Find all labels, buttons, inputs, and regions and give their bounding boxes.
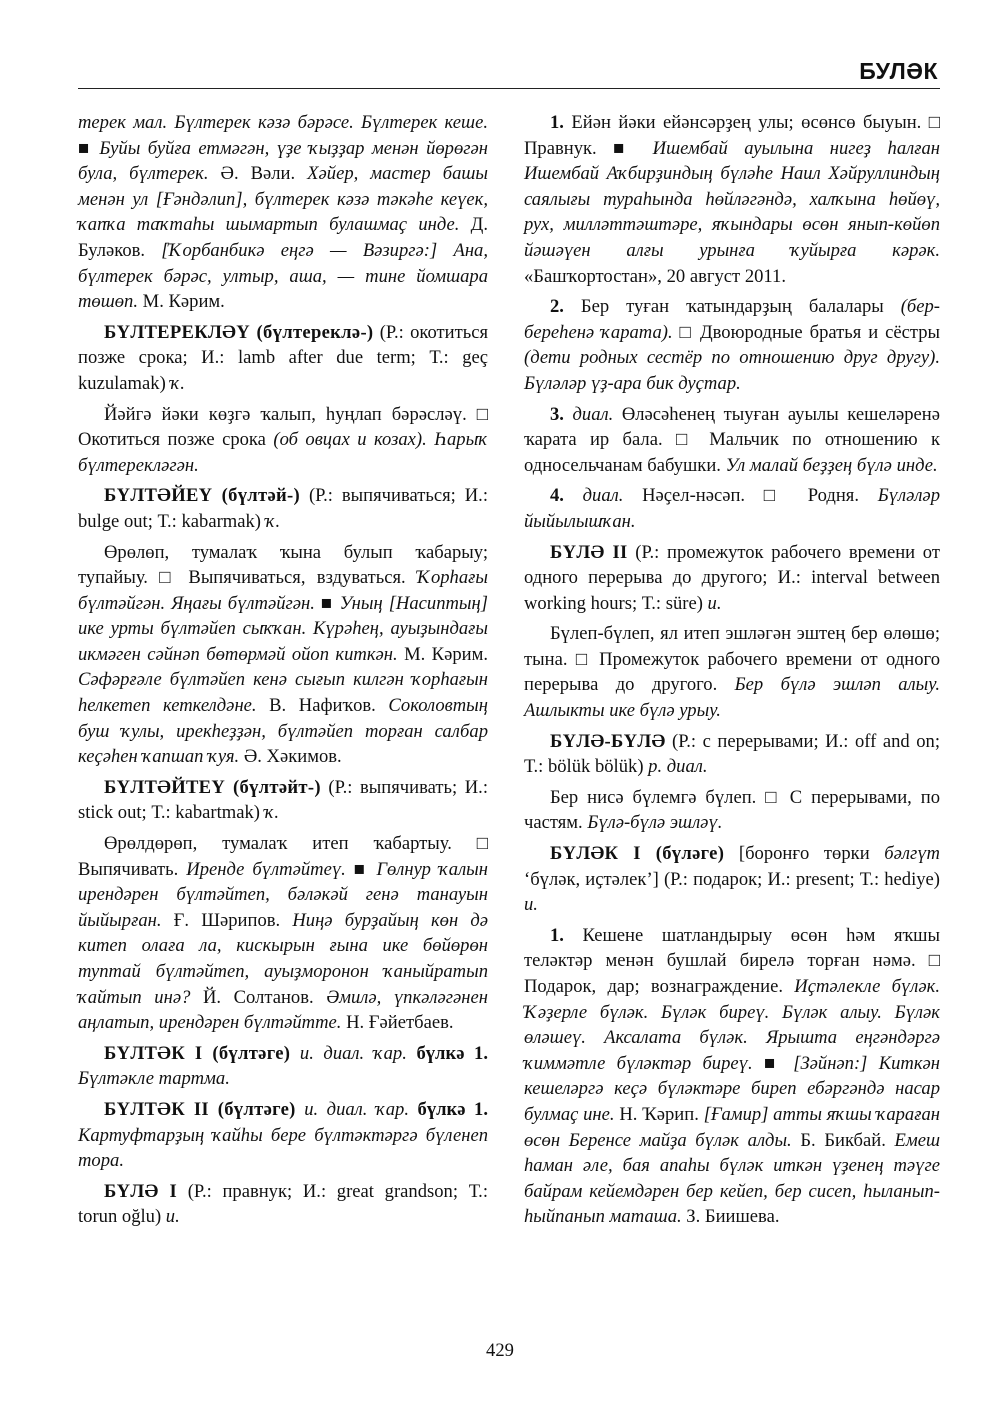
dictionary-paragraph — [78, 320, 488, 397]
dictionary-paragraph — [78, 540, 488, 770]
text-run: (Р.: правнук; И.: great grandson; Т.: torun oğlu) — [78, 1180, 488, 1228]
guide-word: БУЛӘК — [859, 58, 938, 84]
italic-text: Ишембай ауылына нигеҙ һалған Ишембай Аҡбирҙиндың бүләһе Наил Хәйруллиндың саялығы тураһында һөйләгәндә, халҡына һөйөү, рух, милләттәштәре, яҡындары өсөн янып-көйөп йәшәүен алғы урынға ҡуйырға кәрәк. — [524, 137, 941, 261]
text-run: ■ — [345, 858, 377, 880]
italic-text: Хәйер, мастер башы менән ул [Ғәндәлип], бүлтерек кәзә тәкәһе кеүек, ҡапҡа таҡтаһы шымартып булашмаҫ инде. — [78, 163, 488, 236]
text-run: ■ — [752, 1052, 794, 1074]
text-run: (Р.: выпячиваться; И.: bulge out; Т.: kabarmak) — [78, 485, 488, 532]
headword: БҮЛТӘЙЕҮ (бүлтәй-) — [104, 485, 301, 507]
text-run — [296, 1099, 305, 1120]
text-run: М. Кәрим. — [397, 643, 488, 665]
italic-text: Гөлнур ҡалын ирендәрен бүлтәйтеп, бәләкәй генә танауын йыйырған. — [78, 858, 488, 931]
text-run: (Р.: выпячивать; И.: stick out; Т.: kabartmak) — [78, 776, 488, 824]
text-run: ■ — [78, 137, 100, 159]
text-run: Ә. Вәли. — [208, 163, 308, 185]
bold-text: 2. — [550, 296, 564, 318]
headword: БҮЛӘК I (бүләге) — [550, 843, 725, 865]
italic-text: (бер-береһенә ҡарата). — [524, 296, 940, 343]
italic-text: р. диал. — [648, 756, 708, 778]
text-run: Бер туған ҡатындарҙың балалары — [563, 296, 901, 318]
italic-text: Емеш һаман әле, бая апаһы бүләк иткән үҙенең тәүге байрам кейемдәрен бер кейеп, бер сисеп, һыланып-һыйпанып маташа. — [524, 1129, 941, 1228]
headword: БҮЛӘ-БҮЛӘ — [550, 730, 666, 752]
bold-text: 1. — [550, 112, 564, 133]
italic-text: Иренде бүлтәйтеү. — [186, 858, 346, 880]
bold-text: 4. — [550, 485, 564, 507]
italic-text: [Ғамир] атты яҡшы ҡараған өсөн Беренсе майҙа бүләк алды. — [524, 1103, 940, 1151]
text-run — [407, 1043, 417, 1064]
italic-text: Сәфәрғәле бүлтәйеп кенә сығып килгән ҡорһағын һелкетеп кеткелдәне. — [78, 669, 488, 717]
text-run: Д. Буләков. — [78, 214, 489, 261]
bold-text: 1. — [550, 924, 564, 946]
italic-text: (дети родных сестёр по отношению друг другу). Бүләләр үҙ-ара бик дуҫтар. — [524, 347, 940, 394]
italic-text: Уның [Насиптың] ике урты бүлтәйеп сыҡҡан. Күрәһең, ауыҙындағы икмәген сәйнәп бөтөрмәй ойоп киткән. — [78, 592, 488, 665]
text-run: Ейән йәки ейәнсәрҙең улы; өсөнсө быуын. □ Правнук. ■ — [524, 112, 940, 159]
italic-text: (об овцах и козах). Һарыҡ бүлтерекләгән. — [78, 429, 488, 476]
left-column — [78, 110, 488, 1235]
italic-text: и. — [524, 894, 538, 916]
italic-text: Ниңә бурҙайың көн дә китеп олаға ла, кискырын ғына ике бөйөрөн туптай бүлтәйтеп, ауыҙморонон ҡаныйратып ҡайтып инә? — [78, 909, 488, 1008]
dictionary-paragraph — [524, 923, 940, 1230]
italic-text: Бер бүлә эшләп алыу. Ашлыкты ике бүлә урыу. — [524, 674, 940, 722]
text-run: □ Двоюродные братья и сёстры — [672, 321, 940, 343]
text-run: Өләсәһенең тыуған ауылы кешеләренә ҡарата ир бала. □ Мальчик по отношению к односельчанам бабушки. — [524, 403, 940, 476]
text-run: (Р.: промежуток рабочего времени от одного перерыва до другого; И.: interval between working hours; Т.: süre) — [524, 541, 940, 614]
text-run: В. Нафиҡов. — [256, 695, 389, 717]
italic-text: Буйы буйға етмәгән, үҙе ҡыҙҙар менән йөрөгән була, бүлтерек. — [78, 137, 488, 185]
italic-text: Ҡорһағы бүлтәйгән. Яңағы бүлтәйгән. — [78, 567, 488, 614]
dictionary-paragraph — [78, 831, 488, 1036]
dictionary-paragraph — [524, 785, 940, 836]
headword: БҮЛТӘК II (бүлтәге) — [104, 1098, 296, 1120]
dictionary-paragraph — [78, 483, 488, 534]
dictionary-paragraph — [78, 1179, 488, 1230]
italic-text: ҡ. — [170, 372, 185, 394]
text-run: (Р.: с перерывами; И.: off and on; Т.: bölük bölük) — [524, 730, 940, 778]
dictionary-paragraph — [524, 621, 940, 723]
text-run: «Башҡортостан», 20 август 2011. — [524, 265, 786, 287]
italic-text: Бүлтәкле тартма. — [78, 1068, 230, 1090]
text-run: [боронғо төрки — [724, 843, 885, 865]
italic-text: Иҫтәлекле бүләк. Ҡәҙерле бүләк. Бүләк биреү. Бүләк алыу. Бүләк өләшеү. Аксалата бүләк. Ярышта еңгәндәргә ҡиммәтле бүләктәр биреү. — [524, 976, 940, 1074]
italic-text: [Зәйнәп:] Киткән кешеләргә кеҫә бүләктәре биреп ебәргәндә насар булмаҫ ине. — [524, 1052, 941, 1125]
dictionary-paragraph — [78, 775, 488, 826]
text-run: Н. Ҡәрип. — [614, 1103, 704, 1125]
italic-text: Бүләләр йыйылышҡан. — [524, 485, 940, 532]
italic-text: терек мал. Бүлтерек кәзә бәрәсе. Бүлтерек кеше. — [78, 112, 488, 133]
headword: БҮЛТӘЙТЕҮ (бүлтәйт-) — [104, 776, 321, 798]
dictionary-paragraph — [524, 841, 940, 918]
text-run — [409, 1099, 418, 1120]
italic-text: ҡ. — [264, 802, 280, 824]
text-run: Й. Солтанов. — [190, 986, 327, 1008]
text-run — [290, 1043, 300, 1064]
italic-text: и. — [707, 592, 722, 614]
page-number: 429 — [486, 1340, 514, 1361]
italic-text: диал. — [582, 485, 624, 507]
text-run — [564, 485, 583, 506]
italic-text: ҡ. — [265, 510, 281, 532]
italic-text: Әмилә, үпкәләгәнен аңлатып, ирендәрен бүлтәйтте. — [78, 986, 489, 1034]
italic-text: и. — [165, 1206, 180, 1228]
italic-text: [Ҡорбанбикә еңгә — Вәзиргә:] Ана, бүлтерек бәрәс, ултыр, аша, — тине йомшара төшөп. — [78, 239, 488, 313]
text-run: ■ — [314, 592, 340, 614]
italic-text: Соколовтың буш ҡулы, ирекһеҙҙән, бүлтәйеп торған салбар кеҫәһен ҡапшап ҡуя. — [78, 695, 488, 768]
text-run: Бүлеп-бүлеп, ял итеп эшләгән эштең бер өлөшө; тына. □ Промежуток рабочего времени от одного перерыва до другого. — [524, 623, 940, 696]
dictionary-paragraph — [524, 402, 940, 479]
dictionary-paragraph — [78, 1041, 488, 1092]
text-run: Бер нисә бүлемгә бүлеп. □ С перерывами, по частям. — [524, 786, 940, 834]
text-run: Өрөлдөрөп, тумалаҡ итеп ҡабартыу. □ Выпячивать. — [78, 833, 488, 880]
dictionary-paragraph — [524, 729, 940, 780]
dictionary-paragraph — [524, 483, 940, 534]
bold-text: бүлкә 1. — [417, 1098, 488, 1120]
dictionary-paragraph — [524, 110, 940, 289]
text-run: Ғ. Шәрипов. — [161, 909, 293, 931]
italic-text: Картуфтарҙың ҡайһы бере бүлтәктәргә бүленеп тора. — [78, 1124, 488, 1172]
italic-text: и. диал. ҡар. — [299, 1042, 407, 1064]
headword: БҮЛӘ II — [550, 541, 628, 563]
text-run — [564, 404, 573, 425]
italic-text: Бүлә-бүлә эшләү. — [587, 812, 723, 834]
text-run: ‘бүләк, иҫтәлек’] (Р.: подарок; И.: present; Т.: hediye) — [524, 868, 940, 890]
text-run: Б. Бикбай. — [791, 1129, 895, 1151]
italic-text: диал. — [572, 403, 614, 425]
running-header — [78, 48, 940, 89]
dictionary-paragraph — [78, 402, 488, 479]
dictionary-paragraph — [524, 540, 940, 617]
text-run: Нәҫел-нәсәп. □ Родня. — [623, 485, 878, 507]
text-run: Ә. Хәкимов. — [239, 746, 342, 768]
headword: БҮЛӘ I — [104, 1180, 178, 1202]
text-run: Н. Ғәйетбаев. — [341, 1012, 454, 1034]
bold-text: бүлкә 1. — [416, 1042, 488, 1064]
text-run: Кешене шатландырыу өсөн һәм яҡшы теләктәр менән бушлай бирелә торған нәмә. □ Подарок, дар; вознаграждение. — [524, 924, 940, 997]
text-run: Өрөлөп, тумалаҡ ҡына булып ҡабарыу; тупайыу. □ Выпячиваться, вздуваться. — [78, 541, 488, 589]
dictionary-paragraph — [524, 294, 940, 396]
italic-text: Ул малай беҙҙең бүлә инде. — [725, 454, 938, 476]
dictionary-paragraph — [78, 1097, 488, 1174]
italic-text: и. диал. ҡар. — [304, 1098, 409, 1120]
text-run: (Р.: окотиться позже срока; И.: lamb after due term; Т.: geç kuzulamak) — [78, 321, 488, 394]
headword: БҮЛТЕРЕКЛӘҮ (бүлтереклә-) — [104, 321, 374, 343]
right-column — [524, 110, 940, 1235]
text-run: М. Кәрим. — [138, 291, 225, 313]
text-run: Йәйгә йәки көҙгә ҡалып, һуңлап бәрәсләү. □ Окотиться позже срока — [78, 403, 488, 451]
bold-text: 3. — [550, 403, 564, 425]
text-run: З. Биишева. — [681, 1206, 780, 1228]
headword: БҮЛТӘК I (бүлтәге) — [104, 1042, 291, 1064]
dictionary-paragraph — [78, 110, 488, 315]
italic-text: бәлгүт — [884, 843, 940, 865]
